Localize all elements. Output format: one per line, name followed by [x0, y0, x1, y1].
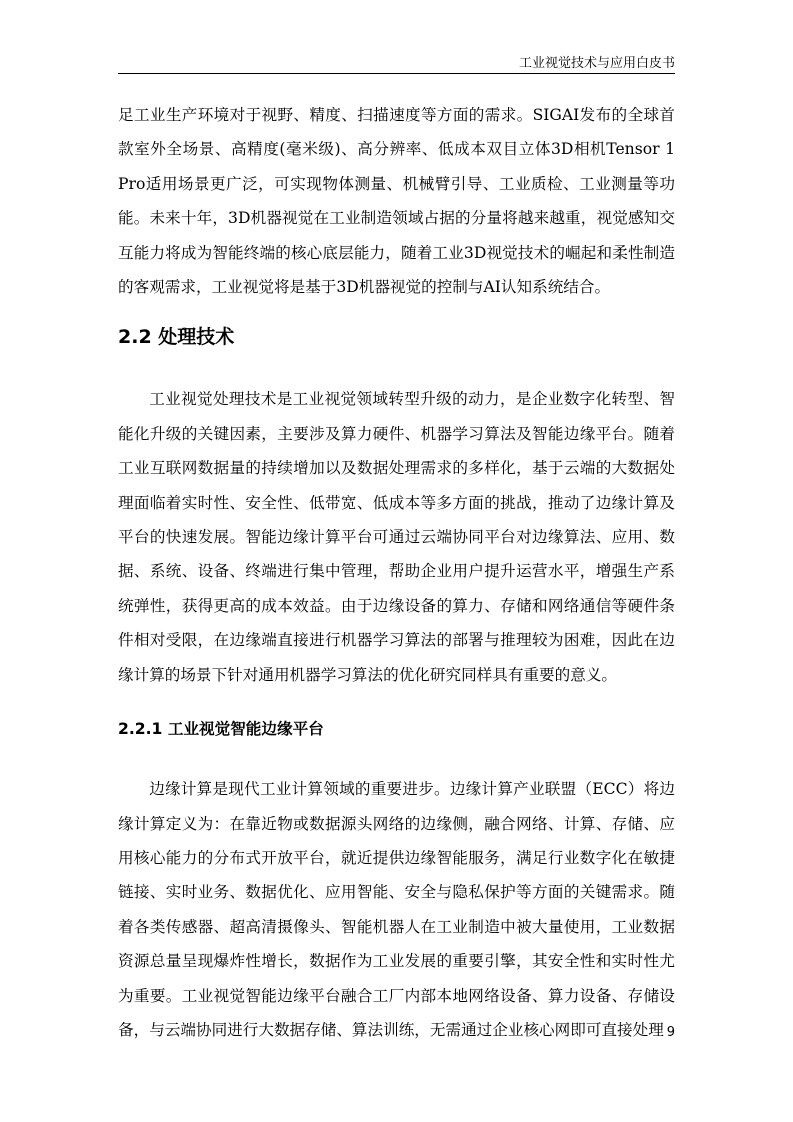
section-paragraph: 工业视觉处理技术是工业视觉领域转型升级的动力，是企业数字化转型、智能化升级的关键因素，主要涉及算力硬件、机器学习算法及智能边缘平台。随着工业互联网数据量的持续增加以及数据处理需求的多样化，基于云端的大数据处理面临着实时性、安全性、低带宽、低成本等多方面的挑战，推动了边缘计算及平台的快速发展。智能边缘计算平台可通过云端协同平台对边缘算法、应用、数据、系统、设备、终端进行集中管理，帮助企业用户提升运营水平，增强生产系统弹性，获得更高的成本效益。由于边缘设备的算力、存储和网络通信等硬件条件相对受限，在边缘端直接进行机器学习算法的部署与推理较为困难，因此在边缘计算的场景下针对通用机器学习算法的优化研究同样具有重要的意义。 — [118, 390, 675, 684]
page-content — [118, 98, 675, 1047]
continued-paragraph: 足工业生产环境对于视野、精度、扫描速度等方面的需求。SIGAI发布的全球首款室外全场景、高精度(毫米级)、高分辨率、低成本双目立体3D相机Tensor 1 Pro适用场景更广泛，可实现物体测量、机械臂引导、工业质检、工业测量等功能。未来十年，3D机器视觉在工业制造领域占据的分量将越来越重，视觉感知交互能力将成为智能终端的核心底层能力，随着工业3D视觉技术的崛起和柔性制造的客观需求，工业视觉将是基于3D机器视觉的控制与AI认知系统结合。 — [118, 106, 675, 297]
page-number: 9 — [666, 1025, 675, 1040]
subsection-paragraph: 边缘计算是现代工业计算领域的重要进步。边缘计算产业联盟（ECC）将边缘计算定义为：在靠近物或数据源头网络的边缘侧，融合网络、计算、存储、应用核心能力的分布式开放平台，就近提供边缘智能服务，满足行业数字化在敏捷链接、实时业务、数据优化、应用智能、安全与隐私保护等方面的关键需求。随着各类传感器、超高清摄像头、智能机器人在工业制造中被大量使用，工业数据资源总量呈现爆炸性增长，数据作为工业发展的重要引擎，其安全性和实时性尤为重要。工业视觉智能边缘平台融合工厂内部本地网络设备、算力设备、存储设备，与云端协同进行大数据存储、算法训练，无需通过企业核心网即可直接处理 — [118, 780, 675, 1039]
subsection-heading: 2.2.1 工业视觉智能边缘平台 — [118, 720, 324, 739]
section-heading: 2.2 处理技术 — [118, 326, 235, 349]
header-rule — [118, 73, 675, 74]
running-header: 工业视觉技术与应用白皮书 — [518, 56, 675, 71]
